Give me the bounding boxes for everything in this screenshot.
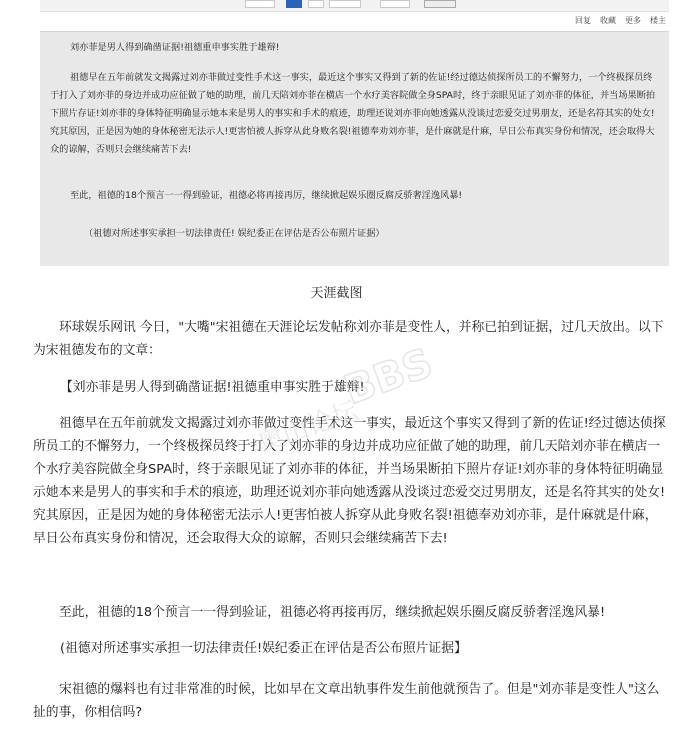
- favorite-link[interactable]: 收藏: [600, 16, 616, 25]
- image-caption: 天涯截图: [310, 286, 363, 301]
- post-title: 刘亦菲是男人得到确凿证据!祖德重申事实胜于雄辩!: [70, 42, 280, 53]
- page-jump-input[interactable]: [380, 0, 410, 8]
- pagination-bar: [40, 0, 669, 12]
- page-button[interactable]: [308, 0, 324, 8]
- post-content: [40, 31, 669, 266]
- article-quote-body: 祖德早在五年前就发文揭露过刘亦菲做过变性手术这一事实，最近这个事实又得到了新的佐证!经过德达侦探所员工的不懈努力，一个终极探员终于打入了刘亦菲的身边并成功应征做了她的助理，前几天陪刘亦菲在横店一个水疗美容院做全身SPA时，终于亲眼见证了刘亦菲的体征，并当场果断拍下照片存证!刘亦菲的身体特征明确显示她本来是男人的事实和手术的痕迹，助理还说刘亦菲向她透露从没谈过恋爱交过男朋友，还是名符其实的处女!究其原因，正是因为她的身体秘密无法示人!更害怕被人拆穿从此身败名裂!祖德奉劝刘亦菲，是什麻就是什麻，早日公布真实身份和情况，还会取得大众的谅解，否则只会继续痛苦下去!: [33, 416, 666, 546]
- page-go-button[interactable]: [424, 0, 456, 8]
- post-note: （祖德对所述事实承担一切法律责任! 娱纪委正在评估是否公布照片证据）: [84, 228, 385, 239]
- more-link[interactable]: 更多: [625, 16, 641, 25]
- article-quote-title: 【刘亦菲是男人得到确凿证据!祖德重申事实胜于雄辩!: [60, 380, 365, 395]
- post-toolbar: [575, 14, 666, 28]
- svg-text:BBS: BBS: [338, 340, 439, 414]
- post-conclusion: 至此，祖德的18个预言一一得到验证，祖德必将再接再厉，继续掀起娱乐圈反腐反骄奢淫逸风暴!: [70, 190, 463, 201]
- page-next-button[interactable]: [329, 0, 361, 8]
- post-body: 祖德早在五年前就发文揭露过刘亦菲做过变性手术这一事实，最近这个事实又得到了新的佐证!经过德达侦探所员工的不懈努力，一个终极探员终于打入了刘亦菲的身边并成功应征做了她的助理，前几天陪刘亦菲在横店一个水疗美容院做全身SPA时，终于亲眼见证了刘亦菲的体征，并当场果断拍下照片存证!刘亦菲的身体特征明确显示她本来是男人的事实和手术的痕迹，助理还说刘亦菲向她透露从没谈过恋爱交过男朋友，还是名符其实的处女!究其原因，正是因为她的身体秘密无法示人!更害怕被人拆穿从此身败名裂!祖德奉劝刘亦菲，是什麻就是什麻，早日公布真实身份和情况，还会取得大众的谅解，否则只会继续痛苦下去!: [50, 72, 656, 155]
- article-quote-conclusion: 至此，祖德的18个预言一一得到验证，祖德必将再接再厉，继续掀起娱乐圈反腐反骄奢淫逸风暴!: [59, 605, 606, 620]
- page-current-button[interactable]: [286, 0, 302, 8]
- reply-link[interactable]: 回复: [575, 16, 591, 25]
- op-only-link[interactable]: 楼主: [650, 16, 666, 25]
- article-intro: 环球娱乐网讯 今日，"大嘴"宋祖德在天涯论坛发帖称刘亦菲是变性人，并称已拍到证据，过几天放出。以下为宋祖德发布的文章：: [33, 320, 664, 358]
- article-closing: 宋祖德的爆料也有过非常准的时候，比如早在文章出轨事件发生前他就预告了。但是"刘亦菲是变性人"这么扯的事，你相信吗?: [33, 682, 660, 720]
- forum-screenshot: [40, 0, 669, 265]
- page-prev-button[interactable]: [245, 0, 275, 8]
- svg-text:奥山论坛: 奥山论坛: [254, 395, 363, 460]
- article-quote-note: (祖德对所述事实承担一切法律责任!娱纪委正在评估是否公布照片证据】: [60, 641, 467, 656]
